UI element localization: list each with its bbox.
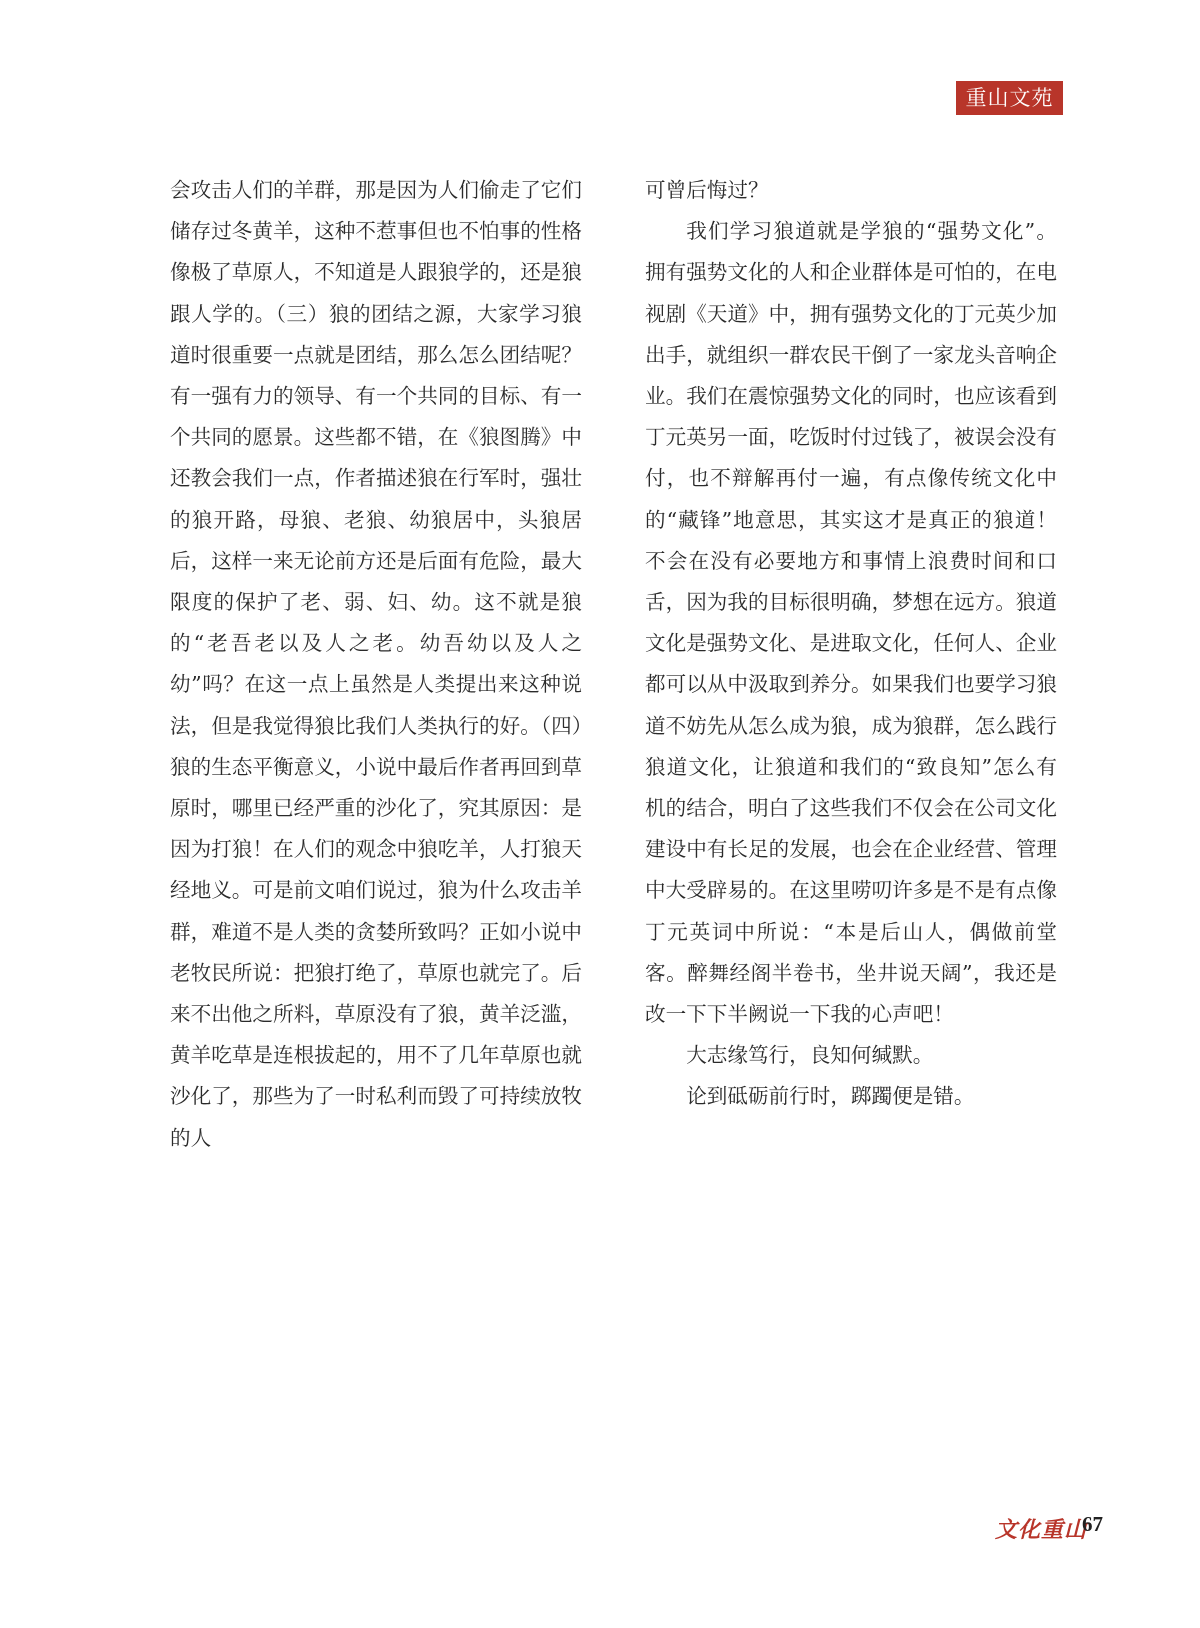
poem-line: 大志缘笃行，良知何缄默。 <box>686 1043 934 1068</box>
poem-line: 论到砥砺前行时，踯躅便是错。 <box>686 1084 975 1109</box>
section-title-badge: 重山文苑 <box>956 81 1063 115</box>
left-column <box>170 170 582 1159</box>
page-number: 67 <box>1082 1512 1103 1536</box>
paragraph: 会攻击人们的羊群，那是因为人们偷走了它们储存过冬黄羊，这种不惹事但也不怕事的性格像极了草原人，不知道是人跟狼学的，还是狼跟人学的。（三）狼的团结之源，大家学习狼道时很重要一点就是团结，那么怎么团结呢？有一强有力的领导、有一个共同的目标、有一个共同的愿景。这些都不错，在《狼图腾》中还教会我们一点，作者描述狼在行军时，强壮的狼开路，母狼、老狼、幼狼居中，头狼居后，这样一来无论前方还是后面有危险，最大限度的保护了老、弱、妇、幼。这不就是狼的“老吾老以及人之老。幼吾幼以及人之幼”吗？在这一点上虽然是人类提出来这种说法，但是我觉得狼比我们人类执行的好。（四）狼的生态平衡意义，小说中最后作者再回到草原时，哪里已经严重的沙化了，究其原因：是因为打狼！在人们的观念中狼吃羊，人打狼天经地义。可是前文咱们说过，狼为什么攻击羊群，难道不是人类的贪婪所致吗？正如小说中老牧民所说：把狼打绝了，草原也就完了。后来不出他之所料，草原没有了狼，黄羊泛滥，黄羊吃草是连根拔起的，用不了几年草原也就沙化了，那些为了一时私利而毁了可持续放牧的人 <box>170 178 582 1150</box>
paragraph: 可曾后悔过？ <box>645 178 769 202</box>
right-column <box>645 170 1057 1118</box>
paragraph: 我们学习狼道就是学狼的“强势文化”。拥有强势文化的人和企业群体是可怕的，在电视剧《天道》中，拥有强势文化的丁元英少加出手，就组织一群农民干倒了一家龙头音响企业。我们在震惊强势文化的同时，也应该看到丁元英另一面，吃饭时付过钱了，被误会没有付，也不辩解再付一遍，有点像传统文化中的“藏锋”地意思，其实这才是真正的狼道！不会在没有必要地方和事情上浪费时间和口舌，因为我的目标很明确，梦想在远方。狼道文化是强势文化、是进取文化，任何人、企业都可以从中汲取到养分。如果我们也要学习狼道不妨先从怎么成为狼，成为狼群，怎么践行狼道文化，让狼道和我们的“致良知”怎么有机的结合，明白了这些我们不仅会在公司文化建设中有长足的发展，也会在企业经营、管理中大受辟易的。在这里唠叨许多是不是有点像丁元英词中所说：“本是后山人，偶做前堂客。醉舞经阁半卷书，坐井说天阔”，我还是改一下下半阙说一下我的心声吧！ <box>645 219 1057 1027</box>
magazine-brand-logo: 文化重山 <box>995 1517 1088 1543</box>
